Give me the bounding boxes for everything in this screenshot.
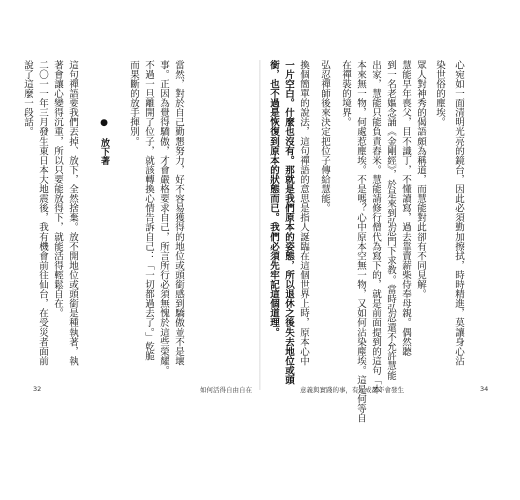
text-column: 換個簡單的說法，這句禪語的意思是指人誕臨在這個世界上時，原本心中 <box>298 60 309 366</box>
page-number-left: 32 <box>33 385 42 393</box>
text-column: 說了這麼一段話。 <box>22 60 33 137</box>
page-number-right: 34 <box>480 385 489 393</box>
text-column: 眾人對神秀的偈語頗為稱道，而慧能對此卻有不同見解。 <box>415 60 426 299</box>
running-footer-left: 如何活得自由自在 <box>200 386 252 394</box>
text-column: 在禪裝的境界。 <box>340 60 351 127</box>
text-column: 當然，對於自己勤懇努力，好不容易獲得的地位或頭銜感到驕傲並不是壞 <box>173 60 184 366</box>
text-column: 二〇一一年三月發生東日本大地震後，我有機會前往仙台，在受災者面前 <box>37 60 48 366</box>
section-heading: ● 放下著 <box>99 118 109 166</box>
text-column: 心宛如一面清明光亮的鏡台，因此必須勤加擦拭，時時精進，莫讓身心沾 <box>453 60 464 366</box>
book-gutter <box>259 60 261 390</box>
text-column: 本來無一物，何處惹塵埃。不是嗎？心中原本空無一物，又如何沾染塵埃。這是何等自 <box>355 60 366 423</box>
right-page <box>268 60 503 423</box>
text-column-bold: 一片空白。什麼也沒有。那就是我們原本的姿態，所以退休之後失去地位或頭 <box>283 60 294 385</box>
text-column: 著會讓心變得沉重，所以只要能放得下，就能活得輕鬆自在。 <box>52 60 63 318</box>
left-page <box>22 60 257 400</box>
text-column: 這句禪語要我們丟掉、放下，全然捨棄。放不開地位或頭銜是種執著，執 <box>67 60 78 366</box>
text-column: 慧能早年喪父，目不識丁，不懂讀寫，過去靠賣薪柴侍奉母親。偶然聽 <box>400 60 411 357</box>
text-column: 不過一旦離開了位子，就該轉換心情告訴自己：「一切都過去了。」乾脆 <box>143 60 154 361</box>
running-footer-right: 意義與實踐的事，有九成都不會發生 <box>300 386 404 394</box>
text-column: 染世俗的塵埃。 <box>434 60 445 127</box>
text-column: 弘忍禪師後來決定把位子傳給慧能。 <box>319 60 330 213</box>
text-column: 事。正因為覺得驕傲，才會嚴格要求自己，所言所行必須無愧於這些榮耀。 <box>158 60 169 376</box>
text-column: 出家，慧能只能負責舂米。慧能請修行僧代為寫下的，就是前面提到的這句「本 <box>370 60 381 395</box>
text-column: 而果斷的放手揮別。 <box>128 60 139 146</box>
text-column-bold: 銜，也不過是恢復到原本的狀態而已。我們必須先牢記這個道理。 <box>268 60 279 337</box>
text-column: 到一名老嫗念誦《金剛經》，於是來到弘忍門下求教。當時弘忍還不允許慧能 <box>385 60 396 380</box>
